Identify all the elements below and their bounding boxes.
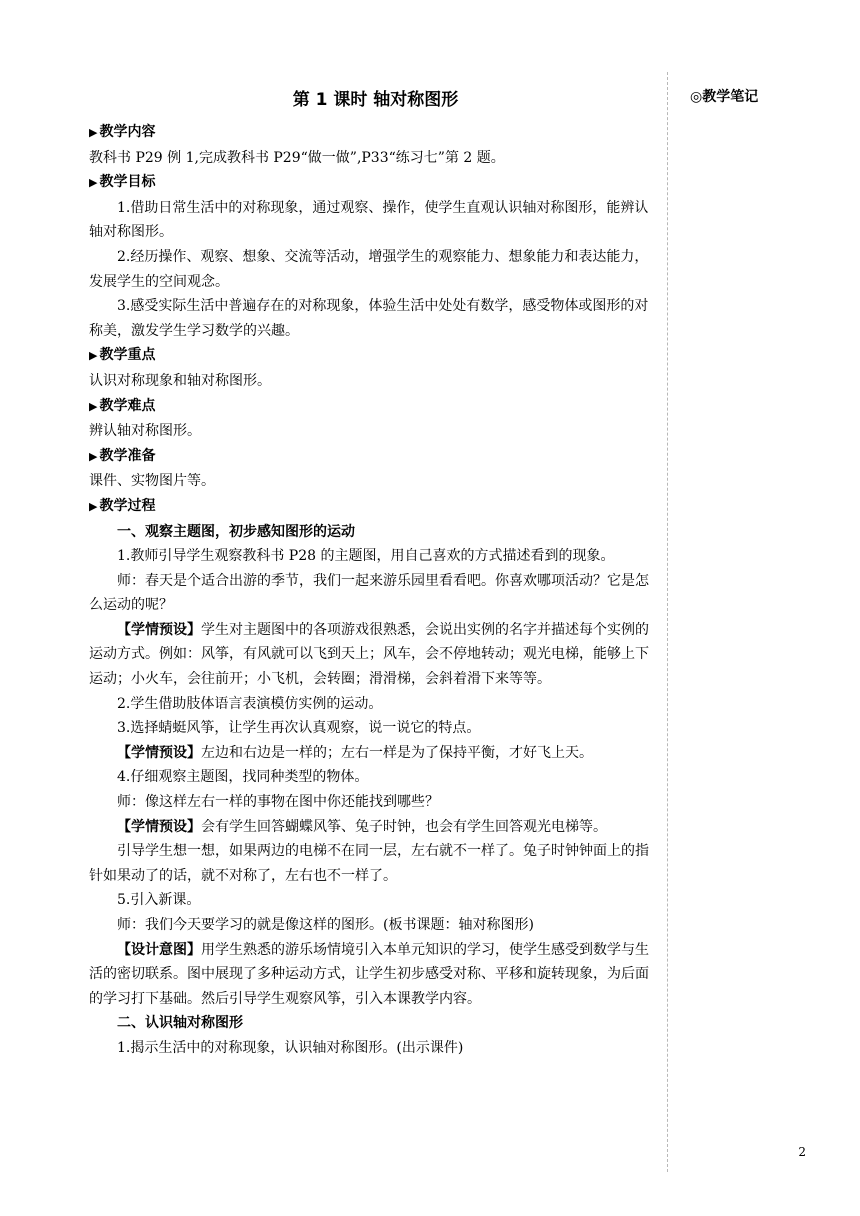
paragraph: 4.仔细观察主题图，找同种类型的物体。 xyxy=(117,769,369,786)
paragraph-tag: 【设计意图】 xyxy=(117,941,201,958)
triangle-bullet-icon: ▶ xyxy=(89,449,98,463)
paragraph-tag: 【学情预设】 xyxy=(117,621,201,638)
section-heading xyxy=(89,120,662,146)
paragraph-text: 会有学生回答蝴蝶风筝、兔子时钟，也会有学生回答观光电梯等。 xyxy=(201,818,607,835)
triangle-bullet-icon: ▶ xyxy=(89,399,98,413)
lesson-body xyxy=(89,120,662,1061)
paragraph: 1.教师引导学生观察教科书 P28 的主题图，用自己喜欢的方式描述看到的现象。 xyxy=(117,548,615,565)
paragraph: 2.经历操作、观察、想象、交流等活动，增强学生的观察能力、想象能力和表达能力，发展学生的空间观念。 xyxy=(89,248,649,290)
annotated-paragraph xyxy=(89,815,662,840)
paragraph-text: 学生对主题图中的各项游戏很熟悉，会说出实例的名字并描述每个实例的运动方式。例如：风筝，有风就可以飞到天上；风车，会不停地转动；观光电梯，能够上下运动；小火车，会往前开；小飞机，会转圈；滑滑梯，会斜着滑下来等等。 xyxy=(89,621,649,688)
paragraph: 师：像这样左右一样的事物在图中你还能找到哪些？ xyxy=(117,794,439,811)
triangle-bullet-icon: ▶ xyxy=(89,349,98,363)
paragraph-tag: 【学情预设】 xyxy=(117,744,201,761)
process-step-heading: 二、认识轴对称图形 xyxy=(117,1015,243,1032)
triangle-bullet-icon: ▶ xyxy=(89,126,98,139)
paragraph-text: 用学生熟悉的游乐场情境引入本单元知识的学习，使学生感受到数学与生活的密切联系。图中展现了多种运动方式，让学生初步感受对称、平移和旋转现象，为后面的学习打下基础。然后引导学生观察风筝，引入本课教学内容。 xyxy=(89,941,649,1007)
triangle-bullet-icon: ▶ xyxy=(89,499,98,513)
paragraph: 2.学生借助肢体语言表演模仿实例的运动。 xyxy=(117,695,383,712)
paragraph-text: 左边和右边是一样的；左右一样是为了保持平衡，才好飞上天。 xyxy=(201,744,593,761)
section-heading-text: 教学内容 xyxy=(99,124,156,140)
section-heading-text: 教学难点 xyxy=(99,397,156,414)
annotated-paragraph xyxy=(89,618,662,692)
section-heading-text: 教学准备 xyxy=(99,447,156,464)
body-text: 辨认轴对称图形。 xyxy=(89,423,201,440)
paragraph-tag: 【学情预设】 xyxy=(117,818,201,835)
lesson-title: 第 1 课时 轴对称图形 xyxy=(292,90,459,110)
body-text: 教科书 P29 例 1,完成教科书 P29“做一做”,P33“练习七”第 2 题。 xyxy=(89,149,505,166)
paragraph: 3.选择蜻蜓风筝，让学生再次认真观察，说一说它的特点。 xyxy=(117,720,481,737)
section-heading xyxy=(89,170,662,196)
paragraph: 5.引入新课。 xyxy=(117,892,201,909)
section-heading-text: 教学重点 xyxy=(99,347,156,364)
section-heading xyxy=(89,494,662,520)
column-divider xyxy=(667,72,668,1172)
paragraph: 引导学生想一想，如果两边的电梯不在同一层，左右就不一样了。兔子时钟钟面上的指针如果动了的话，就不对称了，左右也不一样了。 xyxy=(89,843,649,884)
body-text: 认识对称现象和轴对称图形。 xyxy=(89,372,271,389)
annotated-paragraph xyxy=(89,938,662,1012)
teaching-notes-title: ◎教学笔记 xyxy=(690,89,759,105)
triangle-bullet-icon: ▶ xyxy=(89,176,98,190)
paragraph: 师：春天是个适合出游的季节，我们一起来游乐园里看看吧。你喜欢哪项活动？它是怎么运动的呢？ xyxy=(89,572,649,614)
section-heading xyxy=(89,343,662,369)
paragraph: 3.感受实际生活中普遍存在的对称现象，体验生活中处处有数学，感受物体或图形的对称美，激发学生学习数学的兴趣。 xyxy=(89,298,649,339)
body-text: 课件、实物图片等。 xyxy=(89,473,215,490)
paragraph: 1.借助日常生活中的对称现象，通过观察、操作，使学生直观认识轴对称图形，能辨认轴对称图形。 xyxy=(89,199,649,241)
page-number: 2 xyxy=(798,1145,806,1159)
paragraph: 1.揭示生活中的对称现象，认识轴对称图形。(出示课件) xyxy=(117,1039,464,1056)
lesson-content xyxy=(89,86,662,1061)
section-heading-text: 教学目标 xyxy=(99,174,156,191)
process-step-heading: 一、观察主题图，初步感知图形的运动 xyxy=(117,523,355,540)
annotated-paragraph xyxy=(89,741,662,766)
paragraph: 师：我们今天要学习的就是像这样的图形。(板书课题：轴对称图形) xyxy=(117,917,534,933)
section-heading-text: 教学过程 xyxy=(99,497,156,514)
section-heading xyxy=(89,394,662,420)
section-heading xyxy=(89,444,662,470)
